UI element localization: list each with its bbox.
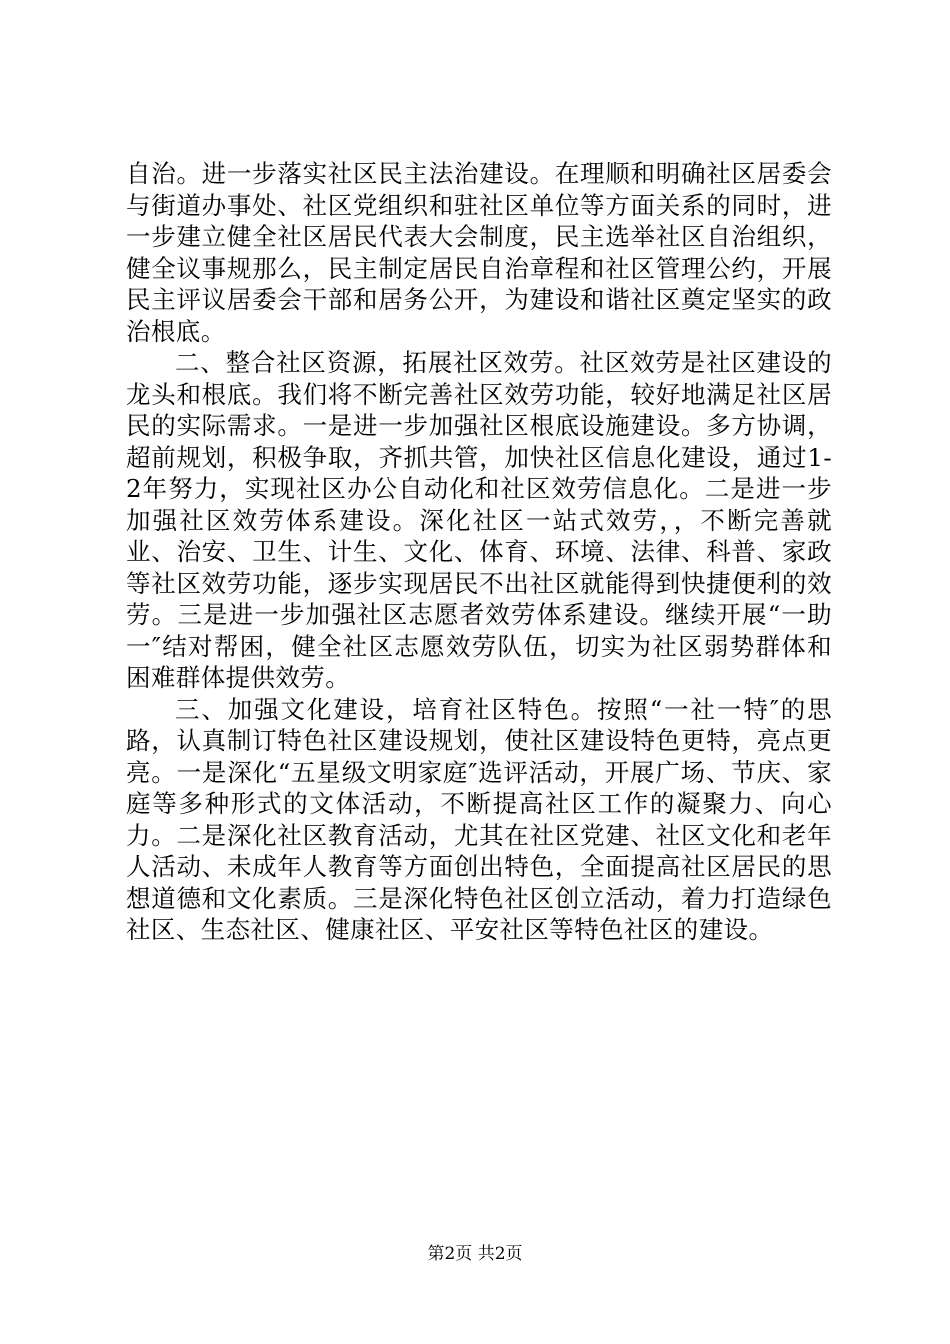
paragraph-continuation: 自治。进一步落实社区民主法治建设。在理顺和明确社区居委会与街道办事处、社区党组织和驻社区单位等方面关系的同时，进一步建立健全社区居民代表大会制度，民主选举社区自治组织，健全议事规那么，民主制定居民自治章程和社区管理公约，开展民主评议居委会干部和居务公开，为建设和谐社区奠定坚实的政治根底。 [126, 159, 832, 346]
paragraph-community-service: 二、整合社区资源，拓展社区效劳。社区效劳是社区建设的龙头和根底。我们将不断完善社区效劳功能，较好地满足社区居民的实际需求。一是进一步加强社区根底设施建设。多方协调，超前规划，积极争取，齐抓共管，加快社区信息化建设，通过1-2年努力，实现社区办公自动化和社区效劳信息化。二是进一步加强社区效劳体系建设。深化社区一站式效劳，，不断完善就业、治安、卫生、计生、文化、体育、环境、法律、科普、家政等社区效劳功能，逐步实现居民不出社区就能得到快捷便利的效劳。三是进一步加强社区志愿者效劳体系建设。继续开展“一助一″结对帮困，健全社区志愿效劳队伍，切实为社区弱势群体和困难群体提供效劳。 [126, 348, 832, 692]
paragraph-culture-building: 三、加强文化建设，培育社区特色。按照“一社一特″的思路，认真制订特色社区建设规划，使社区建设特色更特，亮点更亮。一是深化“五星级文明家庭″选评活动，开展广场、节庆、家庭等多种形式的文体活动，不断提高社区工作的凝聚力、向心力。二是深化社区教育活动，尤其在社区党建、社区文化和老年人活动、未成年人教育等方面创出特色，全面提高社区居民的思想道德和文化素质。三是深化特色社区创立活动，着力打造绿色社区、生态社区、健康社区、平安社区等特色社区的建设。 [126, 694, 832, 944]
document-body [126, 158, 832, 946]
page-footer: 第2页 共2页 [427, 1244, 523, 1264]
